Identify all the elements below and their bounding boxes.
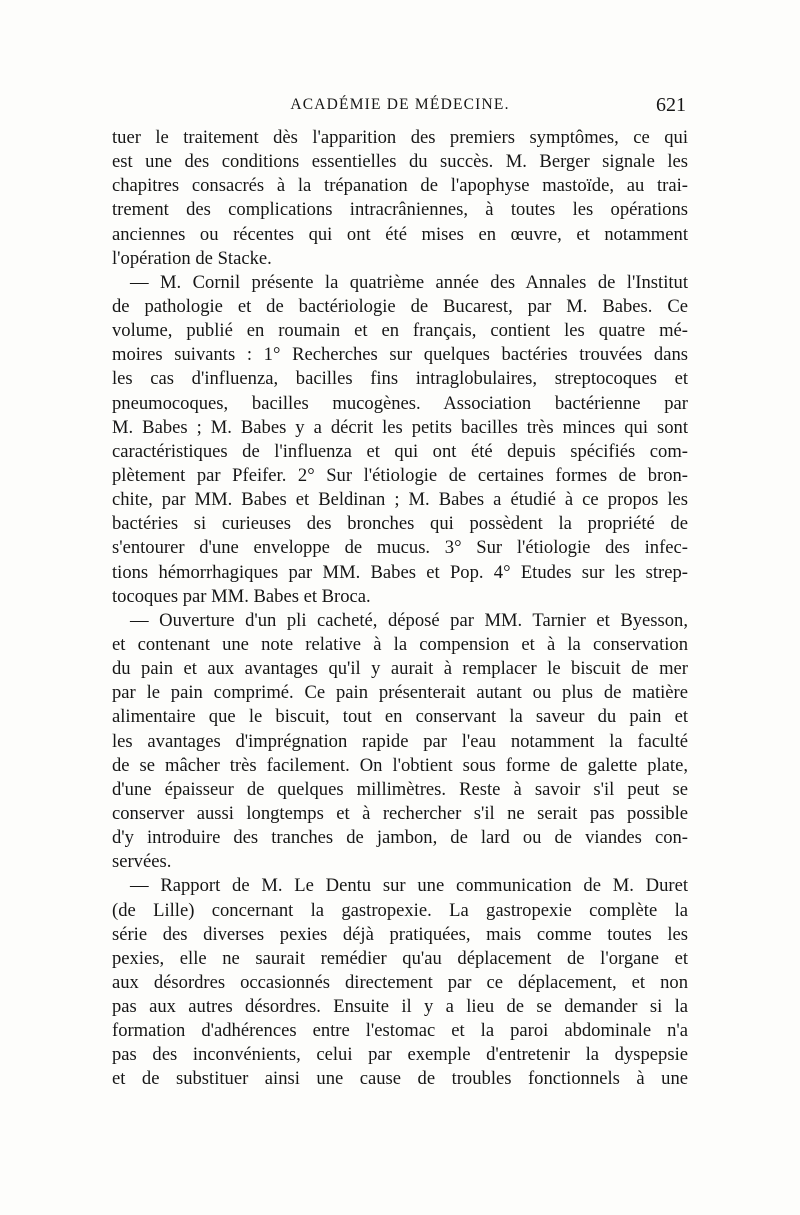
text-line: M. Babes ; M. Babes y a décrit les petits bacilles très minces qui sont <box>112 416 688 438</box>
text-line: — Ouverture d'un pli cacheté, déposé par MM. Tarnier et Byesson, <box>130 609 688 631</box>
text-line: caractéristiques de l'influenza et qui ont été depuis spécifiés com- <box>112 440 688 462</box>
page-header <box>112 94 688 120</box>
text-line: d'y introduire des tranches de jambon, de lard ou de viandes con- <box>112 827 688 849</box>
body-text <box>112 126 688 1092</box>
text-line: — Rapport de M. Le Dentu sur une communication de M. Duret <box>130 875 688 897</box>
text-line: chite, par MM. Babes et Beldinan ; M. Babes a étudié à ce propos les <box>112 489 688 511</box>
text-line: du pain et aux avantages qu'il y aurait à remplacer le biscuit de mer <box>112 658 688 680</box>
text-line: de se mâcher très facilement. On l'obtient sous forme de galette plate, <box>112 754 688 776</box>
text-line: est une des conditions essentielles du succès. M. Berger signale les <box>112 151 688 173</box>
text-line: servées. <box>112 851 172 873</box>
text-line: pexies, elle ne saurait remédier qu'au déplacement de l'organe et <box>112 947 688 969</box>
text-line: chapitres consacrés à la trépanation de l'apophyse mastoïde, au trai- <box>112 175 688 197</box>
text-line: et contenant une note relative à la compension et à la conservation <box>112 633 688 655</box>
text-line: pneumocoques, bacilles mucogènes. Association bactérienne par <box>112 392 688 414</box>
text-line: série des diverses pexies déjà pratiquées, mais comme toutes les <box>112 923 688 945</box>
text-line: — M. Cornil présente la quatrième année des Annales de l'Institut <box>130 271 688 293</box>
paragraph-berger <box>112 126 688 271</box>
text-line: bactéries si curieuses des bronches qui possèdent la propriété de <box>112 513 688 535</box>
text-line: moires suivants : 1° Recherches sur quelques bactéries trouvées dans <box>112 344 688 366</box>
text-line: plètement par Pfeifer. 2° Sur l'étiologie de certaines formes de bron- <box>112 464 688 486</box>
text-line: aux désordres occasionnés directement par ce déplacement, et non <box>112 971 688 993</box>
text-line: volume, publié en roumain et en français, contient les quatre mé- <box>112 320 688 342</box>
text-line: pas aux autres désordres. Ensuite il y a lieu de se demander si la <box>112 996 688 1018</box>
text-line: pas des inconvénients, celui par exemple d'entretenir la dyspepsie <box>112 1044 688 1066</box>
text-line: de pathologie et de bactériologie de Bucarest, par M. Babes. Ce <box>112 295 688 317</box>
text-line: et de substituer ainsi une cause de troubles fonctionnels à une <box>112 1068 688 1090</box>
text-line: (de Lille) concernant la gastropexie. La gastropexie complète la <box>112 899 688 921</box>
text-line: par le pain comprimé. Ce pain présenterait autant ou plus de matière <box>112 682 688 704</box>
paragraph-pli-cachete <box>112 609 688 875</box>
paragraph-cornil <box>112 271 688 609</box>
page-number: 621 <box>656 94 686 116</box>
text-line: tions hémorrhagiques par MM. Babes et Pop. 4° Etudes sur les strep- <box>112 561 688 583</box>
text-line: l'opération de Stacke. <box>112 247 272 269</box>
text-line: tocoques par MM. Babes et Broca. <box>112 585 371 607</box>
paragraph-le-dentu <box>112 874 688 1091</box>
text-line: alimentaire que le biscuit, tout en conservant la saveur du pain et <box>112 706 688 728</box>
text-line: conserver aussi longtemps et à rechercher s'il ne serait pas possible <box>112 802 688 824</box>
text-line: tuer le traitement dès l'apparition des premiers symptômes, ce qui <box>112 127 688 148</box>
text-line: les avantages d'imprégnation rapide par l'eau notamment la faculté <box>112 730 688 752</box>
text-line: les cas d'influenza, bacilles fins intraglobulaires, streptocoques et <box>112 368 688 390</box>
text-line: formation d'adhérences entre l'estomac et la paroi abdominale n'a <box>112 1020 688 1042</box>
text-line: d'une épaisseur de quelques millimètres. Reste à savoir s'il peut se <box>112 778 688 800</box>
running-head: ACADÉMIE DE MÉDECINE. <box>290 96 510 113</box>
text-line: s'entourer d'une enveloppe de mucus. 3° Sur l'étiologie des infec- <box>112 537 688 559</box>
text-line: trement des complications intracrâniennes, à toutes les opérations <box>112 199 688 221</box>
text-line: anciennes ou récentes qui ont été mises en œuvre, et notamment <box>112 223 688 245</box>
